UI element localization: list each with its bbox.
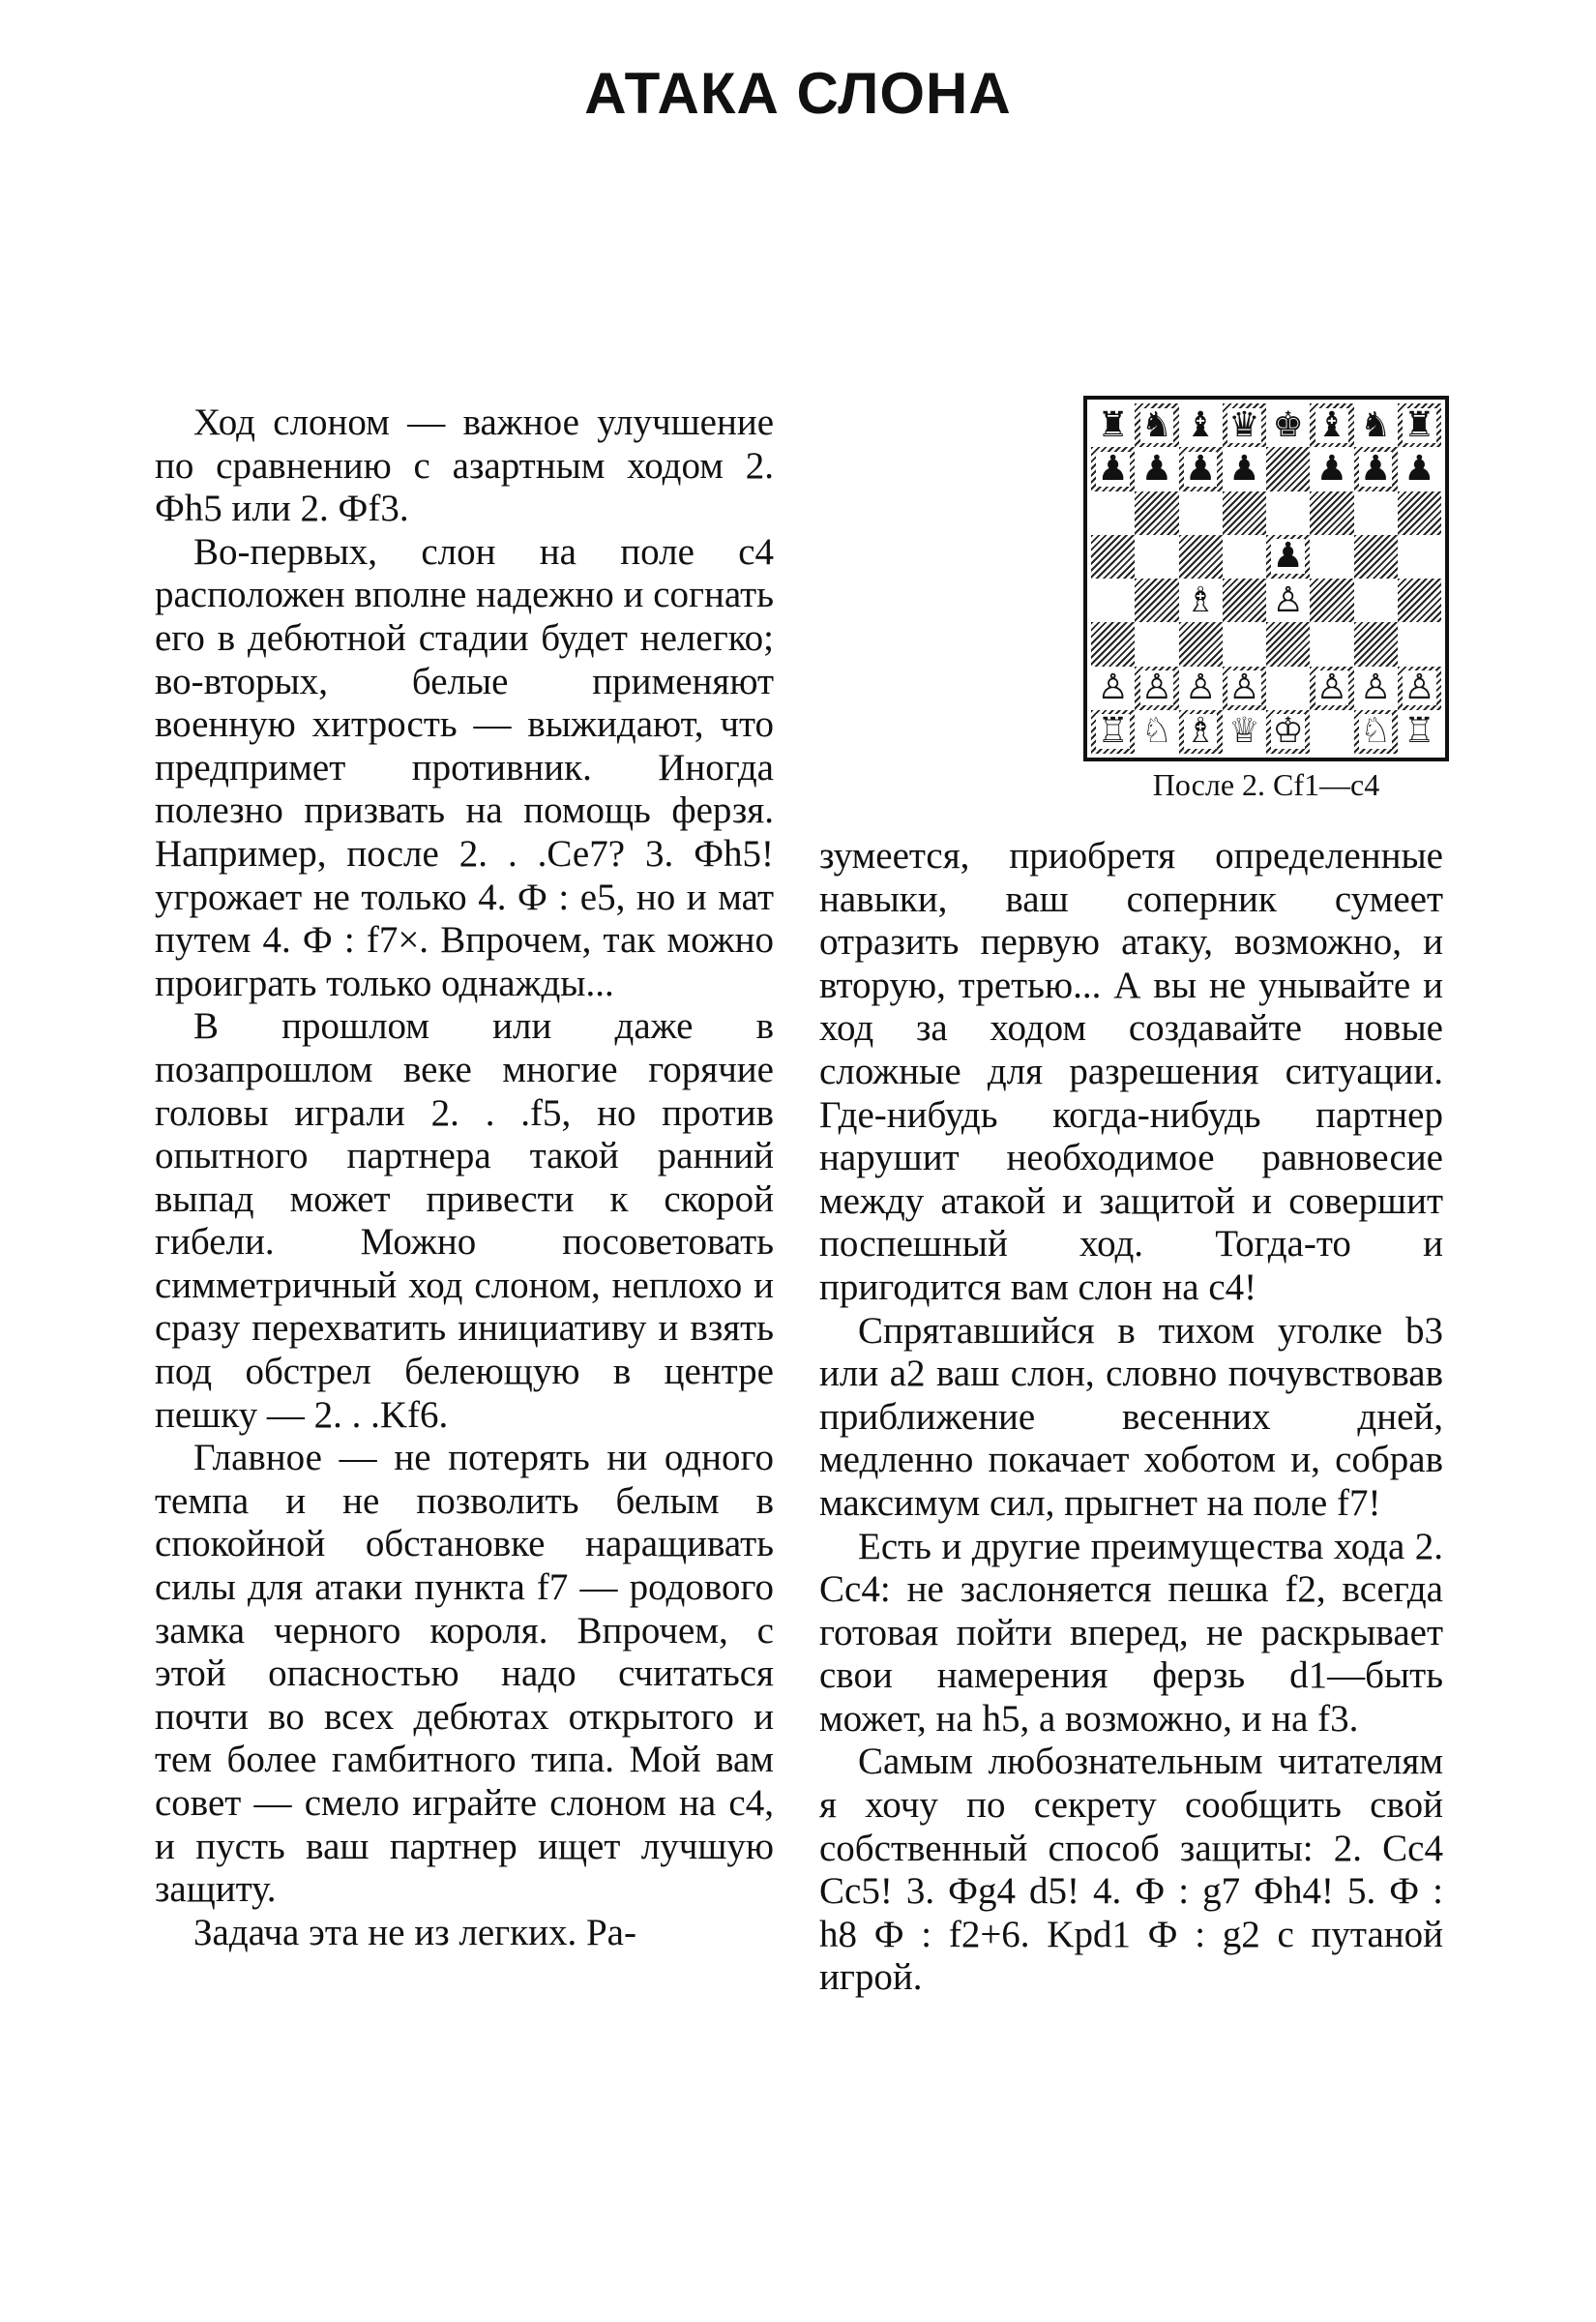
square-g7 xyxy=(1354,447,1398,491)
square-c6 xyxy=(1179,491,1223,535)
square-c1 xyxy=(1179,710,1223,754)
chess-piece-icon: ♟ xyxy=(1228,448,1260,489)
square-d4 xyxy=(1223,579,1266,622)
chess-piece-icon: ♙ xyxy=(1272,580,1304,620)
chess-piece-icon: ♟ xyxy=(1359,448,1392,489)
square-g6 xyxy=(1354,491,1398,535)
square-g2 xyxy=(1354,667,1398,710)
square-b6 xyxy=(1135,491,1178,535)
paragraph-5: Задача эта не из легких. Ра- xyxy=(193,1911,636,1953)
square-a7 xyxy=(1091,447,1135,491)
square-c7 xyxy=(1179,447,1223,491)
chess-piece-icon: ♗ xyxy=(1184,580,1217,620)
square-e2 xyxy=(1266,667,1310,710)
chess-diagram xyxy=(1083,396,1449,761)
square-f5 xyxy=(1310,535,1353,579)
square-e5 xyxy=(1266,535,1310,579)
chess-piece-icon: ♖ xyxy=(1404,711,1435,752)
chess-piece-icon: ♜ xyxy=(1097,404,1129,445)
square-f6 xyxy=(1310,491,1353,535)
square-b5 xyxy=(1135,535,1178,579)
square-d1 xyxy=(1223,710,1266,754)
chess-piece-icon: ♚ xyxy=(1272,404,1304,445)
square-c2 xyxy=(1179,667,1223,710)
square-a1 xyxy=(1091,710,1135,754)
square-f8 xyxy=(1310,403,1353,447)
chess-piece-icon: ♙ xyxy=(1228,668,1260,708)
chess-piece-icon: ♙ xyxy=(1184,668,1217,708)
square-e3 xyxy=(1266,622,1310,666)
square-g8 xyxy=(1354,403,1398,447)
square-c3 xyxy=(1179,622,1223,666)
chess-piece-icon: ♘ xyxy=(1359,711,1392,752)
square-f2 xyxy=(1310,667,1353,710)
chess-piece-icon: ♕ xyxy=(1228,711,1260,752)
square-e6 xyxy=(1266,491,1310,535)
chess-piece-icon: ♟ xyxy=(1097,448,1129,489)
square-e4 xyxy=(1266,579,1310,622)
square-a8 xyxy=(1091,403,1135,447)
chess-piece-icon: ♟ xyxy=(1315,448,1348,489)
square-b4 xyxy=(1135,579,1178,622)
paragraph-7: Спрятавшийся в тихом уголке b3 или a2 ваш слон, словно почувствовав приближение весенних дней, медленно покачает хоботом и, собрав максимум сил, прыгнет на поле f7! xyxy=(819,1309,1443,1524)
paragraph-1: Ход слоном — важное улучшение по сравнению с азартным ходом 2. Фh5 или 2. Фf3. xyxy=(155,402,774,530)
paragraph-3: В прошлом или даже в позапрошлом веке многие горячие головы играли 2. . .f5, но против опытного партнера такой ранний выпад может привести к скорой гибели. Можно посоветовать симметричный ход слоном, неплохо и сразу перехватить инициативу и взять под обстрел белеющую в центре пешку — 2. . .Kf6. xyxy=(155,1005,774,1436)
paragraph-2: Во-первых, слон на поле c4 расположен вполне надежно и согнать его в дебютной стадии будет нелегко; во-вторых, белые применяют военную хитрость — выжидают, что предпримет противник. Иногда полезно призвать на помощь ферзя. Например, после 2. . .Се7? 3. Фh5! угрожает не только 4. Ф : e5, но и мат путем 4. Ф : f7×. Впрочем, так можно проиграть только однажды... xyxy=(155,530,774,1004)
chess-piece-icon: ♖ xyxy=(1097,711,1129,752)
chess-piece-icon: ♙ xyxy=(1359,668,1392,708)
chess-piece-icon: ♔ xyxy=(1272,711,1304,752)
square-h5 xyxy=(1398,535,1441,579)
square-b7 xyxy=(1135,447,1178,491)
chess-piece-icon: ♗ xyxy=(1184,711,1217,752)
paragraph-8: Есть и другие преимущества хода 2. Cc4: не заслоняется пешка f2, всегда готовая пойти вперед, не раскрывает свои намерения ферзь d1—быть может, на h5, а возможно, и на f3. xyxy=(819,1525,1443,1740)
chess-piece-icon: ♙ xyxy=(1097,668,1129,708)
square-d7 xyxy=(1223,447,1266,491)
chess-piece-icon: ♙ xyxy=(1140,668,1173,708)
diagram-caption: После 2. Cf1—c4 xyxy=(1152,767,1380,802)
square-b2 xyxy=(1135,667,1178,710)
chess-piece-icon: ♜ xyxy=(1404,404,1435,445)
page-title: АТАКА СЛОНА xyxy=(584,61,1012,126)
square-c5 xyxy=(1179,535,1223,579)
square-d5 xyxy=(1223,535,1266,579)
square-f3 xyxy=(1310,622,1353,666)
chess-piece-icon: ♘ xyxy=(1140,711,1173,752)
square-h4 xyxy=(1398,579,1441,622)
square-a5 xyxy=(1091,535,1135,579)
right-column xyxy=(819,835,1443,2000)
chess-piece-icon: ♙ xyxy=(1315,668,1348,708)
square-b1 xyxy=(1135,710,1178,754)
square-f7 xyxy=(1310,447,1353,491)
square-h6 xyxy=(1398,491,1441,535)
square-e8 xyxy=(1266,403,1310,447)
square-g5 xyxy=(1354,535,1398,579)
square-g4 xyxy=(1354,579,1398,622)
chess-board xyxy=(1091,403,1441,754)
chess-piece-icon: ♞ xyxy=(1140,404,1173,445)
chess-piece-icon: ♟ xyxy=(1404,448,1435,489)
chess-piece-icon: ♟ xyxy=(1140,448,1173,489)
square-h1 xyxy=(1398,710,1441,754)
chess-piece-icon: ♛ xyxy=(1228,404,1260,445)
chess-piece-icon: ♝ xyxy=(1184,404,1217,445)
square-h3 xyxy=(1398,622,1441,666)
paragraph-9: Самым любознательным читателям я хочу по секрету сообщить свой собственный способ защиты: 2. Cc4 Cc5! 3. Фg4 d5! 4. Ф : g7 Фh4! 5. Ф : h8 Ф : f2+6. Kpd1 Ф : g2 с путаной игрой. xyxy=(819,1741,1443,1999)
square-b8 xyxy=(1135,403,1178,447)
square-h7 xyxy=(1398,447,1441,491)
square-a4 xyxy=(1091,579,1135,622)
square-g3 xyxy=(1354,622,1398,666)
square-h8 xyxy=(1398,403,1441,447)
paragraph-4: Главное — не потерять ни одного темпа и не позволить белым в спокойной обстановке наращивать силы для атаки пункта f7 — родового замка черного короля. Впрочем, с этой опасностью надо считаться почти во всех дебютах открытого и тем более гамбитного типа. Мой вам совет — смело играйте слоном на c4, и пусть ваш партнер ищет лучшую защиту. xyxy=(155,1437,774,1911)
square-g1 xyxy=(1354,710,1398,754)
chess-piece-icon: ♙ xyxy=(1404,668,1435,708)
square-a6 xyxy=(1091,491,1135,535)
square-c8 xyxy=(1179,403,1223,447)
square-a3 xyxy=(1091,622,1135,666)
square-c4 xyxy=(1179,579,1223,622)
square-f4 xyxy=(1310,579,1353,622)
square-d2 xyxy=(1223,667,1266,710)
square-h2 xyxy=(1398,667,1441,710)
square-a2 xyxy=(1091,667,1135,710)
square-d3 xyxy=(1223,622,1266,666)
square-e7 xyxy=(1266,447,1310,491)
square-f1 xyxy=(1310,710,1353,754)
square-b3 xyxy=(1135,622,1178,666)
chess-piece-icon: ♟ xyxy=(1184,448,1217,489)
square-e1 xyxy=(1266,710,1310,754)
chess-piece-icon: ♝ xyxy=(1315,404,1348,445)
left-column xyxy=(155,402,774,1954)
chess-piece-icon: ♟ xyxy=(1272,536,1304,577)
square-d8 xyxy=(1223,403,1266,447)
chess-piece-icon: ♞ xyxy=(1359,404,1392,445)
paragraph-6: зумеется, приобретя определенные навыки, ваш соперник сумеет отразить первую атаку, возможно, и вторую, третью... А вы не унывайте и ход за ходом создавайте новые сложные для разрешения ситуации. Где-нибудь когда-нибудь партнер нарушит необходимое равновесие между атакой и защитой и совершит поспешный ход. Тогда-то и пригодится вам слон на c4! xyxy=(819,835,1443,1308)
square-d6 xyxy=(1223,491,1266,535)
